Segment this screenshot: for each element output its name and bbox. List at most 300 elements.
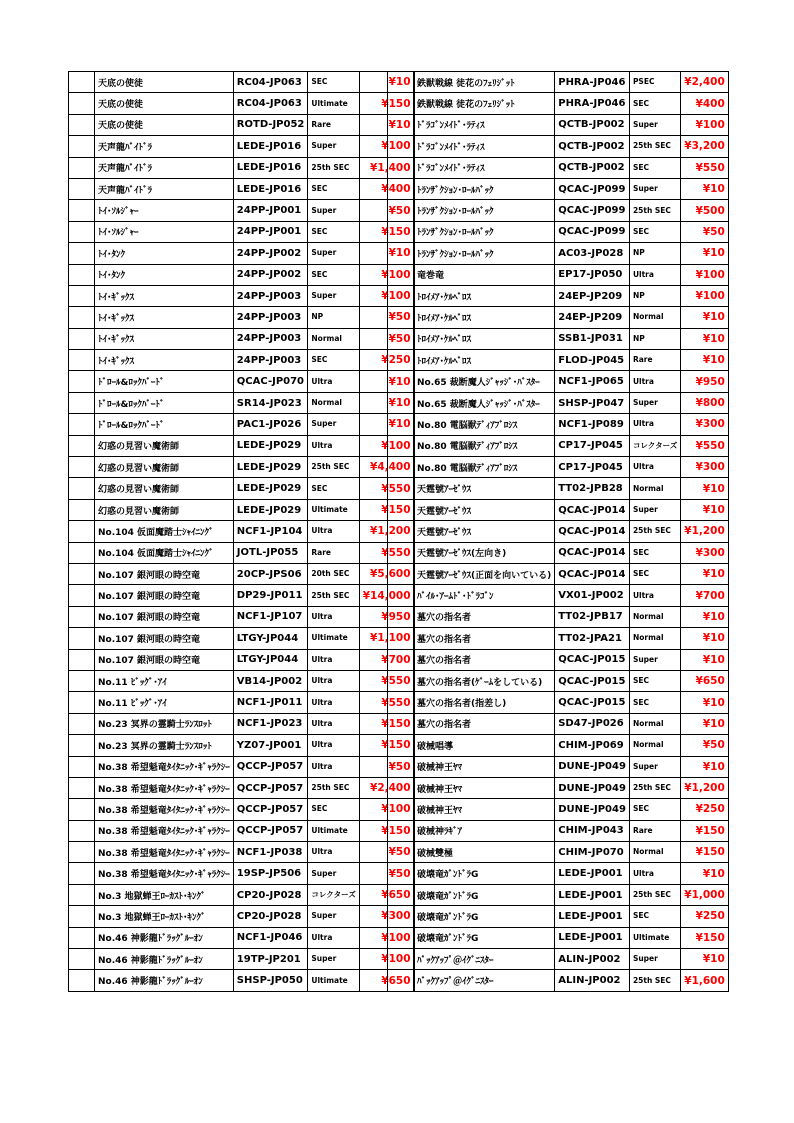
card-price-cell: ¥3,200: [681, 136, 729, 157]
table-row: [69, 457, 415, 478]
row-blank-cell: [69, 692, 95, 713]
card-price-cell: ¥10: [359, 371, 414, 392]
card-rarity-cell: Ultra: [308, 842, 359, 863]
card-price-cell: ¥1,600: [681, 970, 729, 991]
card-rarity-cell: Ultra: [629, 863, 680, 884]
card-price-cell: ¥50: [359, 863, 414, 884]
card-rarity-cell: Super: [629, 949, 680, 970]
row-blank-cell: [388, 478, 414, 499]
table-row: [69, 863, 415, 884]
card-code-cell: 24PP-JP002: [233, 243, 308, 264]
card-price-cell: ¥50: [359, 842, 414, 863]
card-name-cell: 墓穴の指名者: [414, 628, 555, 649]
row-blank-cell: [69, 243, 95, 264]
card-code-cell: PHRA-JP046: [555, 93, 630, 114]
card-name-cell: No.3 地獄蝉王ﾛｰｶｽﾄ･ｷﾝｸﾞ: [95, 884, 234, 905]
card-name-cell: 天霆號ｱｰｾﾞｳｽ: [414, 478, 555, 499]
card-price-cell: ¥50: [359, 756, 414, 777]
row-blank-cell: [69, 670, 95, 691]
card-name-cell: No.11 ﾋﾞｯｸﾞ･ｱｲ: [95, 692, 234, 713]
table-row: [69, 157, 415, 178]
row-blank-cell: [388, 371, 414, 392]
row-blank-cell: [69, 949, 95, 970]
card-price-cell: ¥100: [359, 435, 414, 456]
card-rarity-cell: 25th SEC: [629, 970, 680, 991]
card-name-cell: No.107 銀河眼の時空竜: [95, 649, 234, 670]
card-name-cell: No.65 裁断魔人ｼﾞｬｯｼﾞ･ﾊﾞｽﾀｰ: [414, 392, 555, 413]
row-blank-cell: [69, 435, 95, 456]
table-row: [69, 221, 415, 242]
card-rarity-cell: Ultimate: [308, 628, 359, 649]
table-row: [388, 285, 729, 306]
card-name-cell: ﾄｲ･ｷﾞｯｸｽ: [95, 307, 234, 328]
row-blank-cell: [69, 649, 95, 670]
card-name-cell: 天声龍ﾊﾞｲﾄﾞﾗ: [95, 157, 234, 178]
row-blank-cell: [388, 414, 414, 435]
row-blank-cell: [69, 178, 95, 199]
card-name-cell: 墓穴の指名者: [414, 649, 555, 670]
table-row: [69, 328, 415, 349]
card-code-cell: QCAC-JP099: [555, 200, 630, 221]
row-blank-cell: [388, 649, 414, 670]
row-blank-cell: [388, 93, 414, 114]
card-name-cell: No.38 希望魁竜ﾀｲﾀﾆｯｸ･ｷﾞｬﾗｸｼｰ: [95, 820, 234, 841]
card-code-cell: ALIN-JP002: [555, 970, 630, 991]
table-row: [69, 756, 415, 777]
row-blank-cell: [69, 628, 95, 649]
card-price-cell: ¥100: [359, 949, 414, 970]
card-code-cell: LTGY-JP044: [233, 628, 308, 649]
table-row: [388, 585, 729, 606]
row-blank-cell: [388, 157, 414, 178]
row-blank-cell: [388, 799, 414, 820]
card-name-cell: ﾄﾛｲﾒｱ･ｹﾙﾍﾞﾛｽ: [414, 285, 555, 306]
row-blank-cell: [69, 328, 95, 349]
row-blank-cell: [388, 542, 414, 563]
card-rarity-cell: Super: [308, 414, 359, 435]
card-price-cell: ¥300: [681, 457, 729, 478]
row-blank-cell: [69, 72, 95, 93]
card-rarity-cell: SEC: [308, 799, 359, 820]
card-rarity-cell: Normal: [629, 307, 680, 328]
card-rarity-cell: Normal: [629, 735, 680, 756]
row-blank-cell: [388, 820, 414, 841]
table-row: [69, 649, 415, 670]
card-rarity-cell: Super: [308, 243, 359, 264]
table-row: [388, 200, 729, 221]
card-code-cell: LEDE-JP029: [233, 478, 308, 499]
table-row: [388, 713, 729, 734]
table-row: [388, 499, 729, 520]
card-rarity-cell: Super: [308, 949, 359, 970]
card-price-cell: ¥50: [359, 307, 414, 328]
card-code-cell: CP20-JP028: [233, 906, 308, 927]
card-price-cell: ¥250: [681, 906, 729, 927]
table-row: [69, 264, 415, 285]
table-row: [69, 414, 415, 435]
table-row: [388, 842, 729, 863]
card-price-cell: ¥10: [681, 756, 729, 777]
card-code-cell: 24PP-JP003: [233, 328, 308, 349]
table-row: [69, 670, 415, 691]
card-code-cell: 24PP-JP003: [233, 285, 308, 306]
card-code-cell: NCF1-JP107: [233, 606, 308, 627]
card-code-cell: LEDE-JP029: [233, 499, 308, 520]
row-blank-cell: [388, 499, 414, 520]
card-rarity-cell: Ultra: [308, 927, 359, 948]
card-price-cell: ¥100: [359, 264, 414, 285]
row-blank-cell: [69, 927, 95, 948]
row-blank-cell: [388, 350, 414, 371]
card-rarity-cell: Ultra: [308, 713, 359, 734]
card-name-cell: 天霆號ｱｰｾﾞｳｽ: [414, 499, 555, 520]
left-price-table: [68, 71, 415, 992]
row-blank-cell: [388, 307, 414, 328]
card-price-cell: ¥1,100: [359, 628, 414, 649]
table-row: [69, 307, 415, 328]
card-rarity-cell: Ultimate: [308, 970, 359, 991]
card-rarity-cell: Rare: [629, 350, 680, 371]
card-code-cell: LEDE-JP001: [555, 906, 630, 927]
card-price-cell: ¥1,000: [681, 884, 729, 905]
card-code-cell: LEDE-JP001: [555, 927, 630, 948]
card-price-cell: ¥100: [681, 114, 729, 135]
card-name-cell: 幻惑の見習い魔術師: [95, 478, 234, 499]
card-rarity-cell: 25th SEC: [629, 200, 680, 221]
row-blank-cell: [388, 906, 414, 927]
card-rarity-cell: 20th SEC: [308, 563, 359, 584]
card-code-cell: PAC1-JP026: [233, 414, 308, 435]
card-rarity-cell: 25th SEC: [308, 585, 359, 606]
card-name-cell: No.38 希望魁竜ﾀｲﾀﾆｯｸ･ｷﾞｬﾗｸｼｰ: [95, 799, 234, 820]
card-code-cell: CP17-JP045: [555, 435, 630, 456]
card-rarity-cell: Ultra: [308, 692, 359, 713]
card-rarity-cell: 25th SEC: [308, 777, 359, 798]
card-code-cell: NCF1-JP023: [233, 713, 308, 734]
row-blank-cell: [69, 114, 95, 135]
card-name-cell: No.46 神影龍ﾄﾞﾗｯｸﾞﾙｰｵﾝ: [95, 970, 234, 991]
card-code-cell: QCTB-JP002: [555, 157, 630, 178]
card-price-cell: ¥150: [359, 820, 414, 841]
table-row: [69, 114, 415, 135]
table-row: [388, 927, 729, 948]
row-blank-cell: [69, 842, 95, 863]
card-code-cell: 20CP-JPS06: [233, 563, 308, 584]
card-price-cell: ¥100: [359, 799, 414, 820]
card-price-cell: ¥10: [681, 328, 729, 349]
card-price-cell: ¥150: [359, 713, 414, 734]
table-row: [388, 799, 729, 820]
card-price-cell: ¥250: [681, 799, 729, 820]
table-row: [388, 264, 729, 285]
table-row: [69, 285, 415, 306]
card-price-cell: ¥10: [681, 499, 729, 520]
card-rarity-cell: Normal: [629, 606, 680, 627]
card-name-cell: ﾄﾗﾝｻﾞｸｼｮﾝ･ﾛｰﾙﾊﾞｯｸ: [414, 243, 555, 264]
row-blank-cell: [388, 457, 414, 478]
card-price-cell: ¥2,400: [681, 72, 729, 93]
card-price-cell: ¥150: [359, 221, 414, 242]
row-blank-cell: [388, 884, 414, 905]
card-code-cell: NCF1-JP046: [233, 927, 308, 948]
card-rarity-cell: Rare: [308, 542, 359, 563]
card-code-cell: 24PP-JP001: [233, 221, 308, 242]
card-price-cell: ¥650: [359, 970, 414, 991]
table-row: [69, 499, 415, 520]
card-code-cell: NCF1-JP038: [233, 842, 308, 863]
card-rarity-cell: Super: [629, 392, 680, 413]
row-blank-cell: [69, 521, 95, 542]
card-rarity-cell: NP: [629, 285, 680, 306]
card-code-cell: CP20-JP028: [233, 884, 308, 905]
card-rarity-cell: Super: [629, 178, 680, 199]
card-name-cell: 破壊竜ｶﾞﾝﾄﾞﾗG: [414, 863, 555, 884]
card-name-cell: No.38 希望魁竜ﾀｲﾀﾆｯｸ･ｷﾞｬﾗｸｼｰ: [95, 756, 234, 777]
card-price-cell: ¥550: [681, 435, 729, 456]
card-rarity-cell: SEC: [308, 478, 359, 499]
table-row: [69, 884, 415, 905]
card-price-cell: ¥10: [681, 628, 729, 649]
card-rarity-cell: Ultimate: [308, 93, 359, 114]
card-name-cell: 天霆號ｱｰｾﾞｳｽ(正面を向いている): [414, 563, 555, 584]
card-code-cell: DUNE-JP049: [555, 756, 630, 777]
table-row: [388, 178, 729, 199]
card-price-cell: ¥10: [681, 606, 729, 627]
card-code-cell: 24PP-JP003: [233, 350, 308, 371]
card-name-cell: ﾄﾞﾗｺﾞﾝﾒｲﾄﾞ･ﾗﾃｨｽ: [414, 157, 555, 178]
row-blank-cell: [388, 713, 414, 734]
table-row: [69, 350, 415, 371]
table-row: [388, 72, 729, 93]
table-row: [388, 649, 729, 670]
card-name-cell: No.23 冥界の霊騎士ﾗﾝｽﾛｯﾄ: [95, 713, 234, 734]
card-price-cell: ¥10: [359, 114, 414, 135]
row-blank-cell: [69, 756, 95, 777]
card-name-cell: 幻惑の見習い魔術師: [95, 499, 234, 520]
row-blank-cell: [388, 777, 414, 798]
card-name-cell: 天底の使徒: [95, 72, 234, 93]
card-rarity-cell: NP: [629, 243, 680, 264]
card-price-cell: ¥10: [359, 414, 414, 435]
card-price-cell: ¥650: [681, 670, 729, 691]
card-rarity-cell: Normal: [308, 392, 359, 413]
row-blank-cell: [388, 949, 414, 970]
card-rarity-cell: PSEC: [629, 72, 680, 93]
table-row: [388, 93, 729, 114]
card-price-cell: ¥700: [681, 585, 729, 606]
card-name-cell: No.38 希望魁竜ﾀｲﾀﾆｯｸ･ｷﾞｬﾗｸｼｰ: [95, 863, 234, 884]
row-blank-cell: [69, 392, 95, 413]
card-price-cell: ¥650: [359, 884, 414, 905]
card-name-cell: ﾄﾗﾝｻﾞｸｼｮﾝ･ﾛｰﾙﾊﾞｯｸ: [414, 200, 555, 221]
card-code-cell: SHSP-JP047: [555, 392, 630, 413]
card-name-cell: ﾄｲ･ｷﾞｯｸｽ: [95, 350, 234, 371]
row-blank-cell: [388, 756, 414, 777]
card-rarity-cell: SEC: [629, 563, 680, 584]
card-code-cell: YZ07-JP001: [233, 735, 308, 756]
card-price-cell: ¥700: [359, 649, 414, 670]
card-code-cell: QCAC-JP099: [555, 221, 630, 242]
card-name-cell: ﾄﾗﾝｻﾞｸｼｮﾝ･ﾛｰﾙﾊﾞｯｸ: [414, 221, 555, 242]
row-blank-cell: [69, 735, 95, 756]
card-rarity-cell: Super: [629, 114, 680, 135]
row-blank-cell: [69, 777, 95, 798]
card-rarity-cell: Super: [308, 136, 359, 157]
card-price-cell: ¥50: [681, 735, 729, 756]
row-blank-cell: [388, 735, 414, 756]
row-blank-cell: [69, 970, 95, 991]
card-rarity-cell: Super: [629, 499, 680, 520]
card-name-cell: No.46 神影龍ﾄﾞﾗｯｸﾞﾙｰｵﾝ: [95, 927, 234, 948]
card-price-cell: ¥1,200: [359, 521, 414, 542]
card-code-cell: TT02-JPB28: [555, 478, 630, 499]
table-row: [69, 927, 415, 948]
card-name-cell: No.46 神影龍ﾄﾞﾗｯｸﾞﾙｰｵﾝ: [95, 949, 234, 970]
card-rarity-cell: Ultimate: [308, 820, 359, 841]
table-row: [69, 970, 415, 991]
card-code-cell: LEDE-JP016: [233, 136, 308, 157]
card-code-cell: 19SP-JP506: [233, 863, 308, 884]
card-price-cell: ¥5,600: [359, 563, 414, 584]
card-price-cell: ¥50: [359, 328, 414, 349]
card-code-cell: LEDE-JP001: [555, 884, 630, 905]
card-price-cell: ¥150: [359, 499, 414, 520]
row-blank-cell: [388, 264, 414, 285]
card-name-cell: 破械唱導: [414, 735, 555, 756]
row-blank-cell: [388, 842, 414, 863]
card-name-cell: 破械神王ﾔﾏ: [414, 777, 555, 798]
card-name-cell: ﾄﾛｲﾒｱ･ｹﾙﾍﾞﾛｽ: [414, 328, 555, 349]
card-price-cell: ¥10: [681, 692, 729, 713]
card-price-cell: ¥550: [359, 692, 414, 713]
card-code-cell: AC03-JP028: [555, 243, 630, 264]
card-code-cell: QCAC-JP014: [555, 563, 630, 584]
row-blank-cell: [388, 585, 414, 606]
card-name-cell: ﾄｲ･ｷﾞｯｸｽ: [95, 328, 234, 349]
card-name-cell: 墓穴の指名者: [414, 606, 555, 627]
card-rarity-cell: Ultra: [308, 670, 359, 691]
card-code-cell: QCCP-JP057: [233, 799, 308, 820]
card-name-cell: ﾄﾞﾛｰﾙ&ﾛｯｸﾊﾞｰﾄﾞ: [95, 414, 234, 435]
card-rarity-cell: Ultra: [308, 435, 359, 456]
table-row: [388, 670, 729, 691]
card-rarity-cell: Ultra: [629, 414, 680, 435]
card-price-cell: ¥150: [681, 927, 729, 948]
row-blank-cell: [388, 200, 414, 221]
card-price-cell: ¥10: [359, 72, 414, 93]
row-blank-cell: [388, 692, 414, 713]
card-rarity-cell: Super: [629, 756, 680, 777]
table-row: [69, 93, 415, 114]
card-code-cell: CHIM-JP069: [555, 735, 630, 756]
card-code-cell: LEDE-JP029: [233, 435, 308, 456]
table-row: [388, 136, 729, 157]
card-name-cell: ﾊﾞｯｸｱｯﾌﾟ＠ｲｸﾞﾆｽﾀｰ: [414, 949, 555, 970]
card-name-cell: No.104 仮面魔踏士ｼｬｲﾆﾝｸﾞ: [95, 542, 234, 563]
card-code-cell: TT02-JPB17: [555, 606, 630, 627]
card-code-cell: LEDE-JP001: [555, 863, 630, 884]
row-blank-cell: [388, 863, 414, 884]
row-blank-cell: [69, 863, 95, 884]
card-rarity-cell: Ultimate: [308, 499, 359, 520]
table-row: [388, 692, 729, 713]
card-price-cell: ¥150: [359, 735, 414, 756]
row-blank-cell: [69, 478, 95, 499]
card-code-cell: QCCP-JP057: [233, 777, 308, 798]
card-name-cell: ﾄｲ･ｿﾙｼﾞｬｰ: [95, 221, 234, 242]
card-price-cell: ¥10: [681, 649, 729, 670]
table-row: [69, 542, 415, 563]
card-code-cell: RC04-JP063: [233, 93, 308, 114]
card-price-cell: ¥10: [681, 863, 729, 884]
card-name-cell: ﾄﾛｲﾒｱ･ｹﾙﾍﾞﾛｽ: [414, 307, 555, 328]
card-name-cell: No.3 地獄蝉王ﾛｰｶｽﾄ･ｷﾝｸﾞ: [95, 906, 234, 927]
card-rarity-cell: SEC: [629, 670, 680, 691]
card-name-cell: 天霆號ｱｰｾﾞｳｽ: [414, 521, 555, 542]
row-blank-cell: [388, 285, 414, 306]
card-price-cell: ¥10: [681, 243, 729, 264]
table-row: [69, 735, 415, 756]
card-price-cell: ¥150: [681, 842, 729, 863]
card-code-cell: 24EP-JP209: [555, 285, 630, 306]
card-code-cell: CHIM-JP043: [555, 820, 630, 841]
card-code-cell: LEDE-JP016: [233, 157, 308, 178]
card-code-cell: JOTL-JP055: [233, 542, 308, 563]
card-price-cell: ¥50: [681, 221, 729, 242]
card-rarity-cell: Normal: [629, 713, 680, 734]
card-code-cell: PHRA-JP046: [555, 72, 630, 93]
row-blank-cell: [388, 563, 414, 584]
card-name-cell: 破械神王ﾔﾏ: [414, 756, 555, 777]
card-code-cell: 19TP-JP201: [233, 949, 308, 970]
card-name-cell: 破械雙極: [414, 842, 555, 863]
card-price-cell: ¥4,400: [359, 457, 414, 478]
table-row: [388, 735, 729, 756]
card-rarity-cell: Ultra: [308, 521, 359, 542]
table-row: [69, 392, 415, 413]
card-code-cell: CP17-JP045: [555, 457, 630, 478]
table-row: [69, 820, 415, 841]
card-rarity-cell: Ultra: [308, 649, 359, 670]
table-row: [69, 478, 415, 499]
row-blank-cell: [388, 114, 414, 135]
card-name-cell: No.107 銀河眼の時空竜: [95, 628, 234, 649]
card-rarity-cell: SEC: [629, 157, 680, 178]
table-row: [69, 606, 415, 627]
right-price-table: [387, 71, 729, 992]
row-blank-cell: [69, 563, 95, 584]
card-price-cell: ¥250: [359, 350, 414, 371]
card-name-cell: ﾊﾞｯｸｱｯﾌﾟ＠ｲｸﾞﾆｽﾀｰ: [414, 970, 555, 991]
card-name-cell: 幻惑の見習い魔術師: [95, 457, 234, 478]
card-rarity-cell: NP: [629, 328, 680, 349]
card-price-cell: ¥10: [681, 563, 729, 584]
row-blank-cell: [69, 499, 95, 520]
card-code-cell: QCTB-JP002: [555, 114, 630, 135]
table-row: [388, 243, 729, 264]
table-row: [388, 563, 729, 584]
card-code-cell: SSB1-JP031: [555, 328, 630, 349]
card-rarity-cell: SEC: [308, 350, 359, 371]
card-price-cell: ¥10: [359, 392, 414, 413]
table-row: [69, 371, 415, 392]
card-price-cell: ¥100: [681, 264, 729, 285]
row-blank-cell: [388, 521, 414, 542]
card-code-cell: 24PP-JP001: [233, 200, 308, 221]
card-rarity-cell: SEC: [308, 72, 359, 93]
table-row: [388, 392, 729, 413]
table-row: [388, 350, 729, 371]
